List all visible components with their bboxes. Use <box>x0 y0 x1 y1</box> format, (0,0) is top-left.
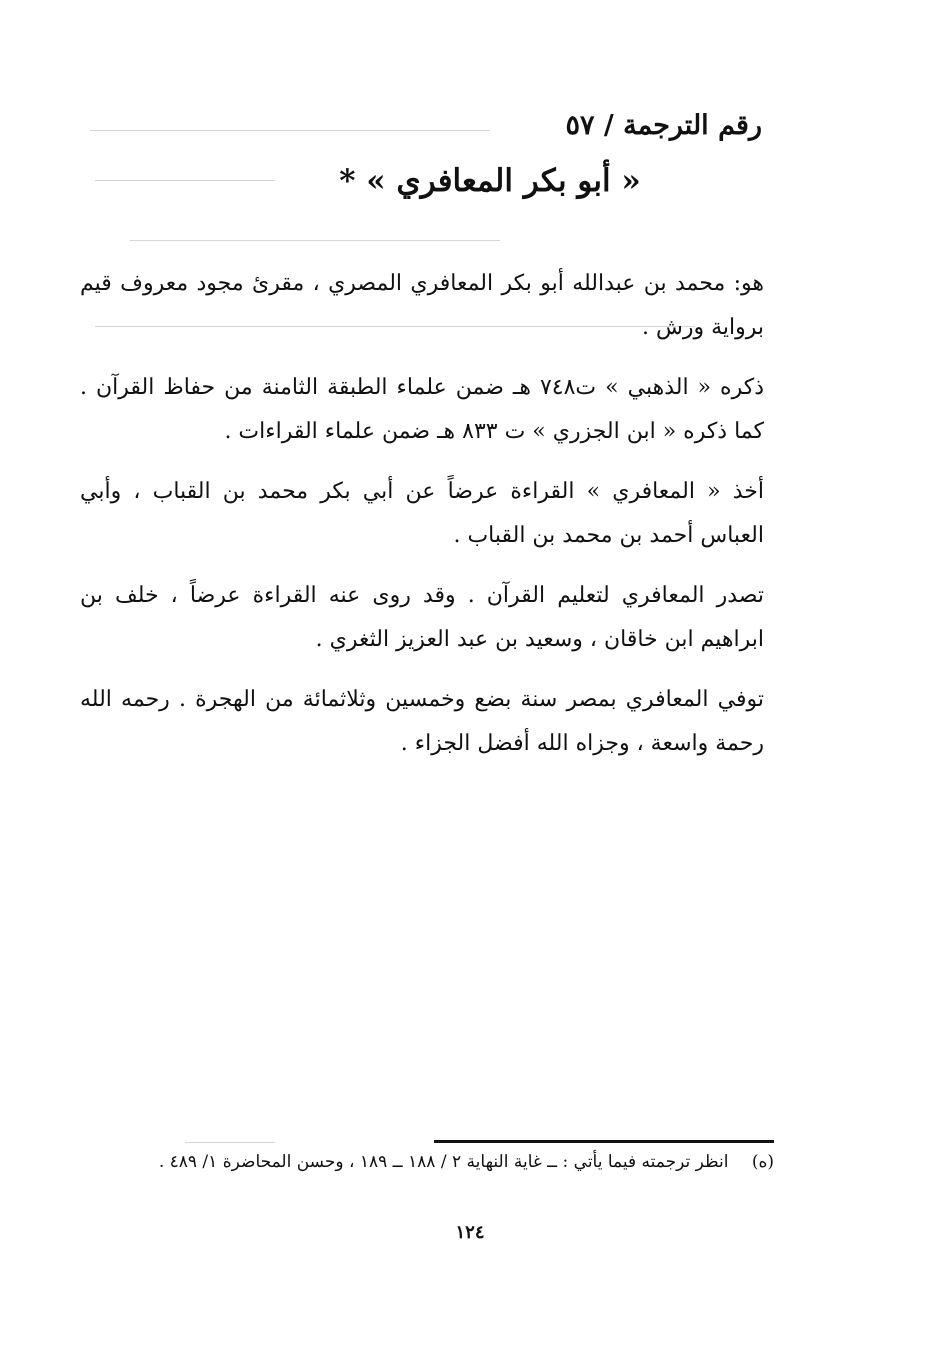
title-text: « أبو بكر المعافري » * <box>339 163 641 199</box>
footnote <box>159 1152 774 1172</box>
scan-noise <box>130 240 500 241</box>
scan-noise <box>90 130 490 131</box>
page-title <box>0 163 940 199</box>
paragraph-identity: هو: محمد بن عبدالله أبو بكر المعافري المصري ، مقرئ مجود معروف قيم برواية ورش . <box>80 271 764 340</box>
paragraph-students: تصدر المعافري لتعليم القرآن . وقد روى عنه القراءة عرضاً ، خلف بن ابراهيم ابن خاقان ، وسعيد بن عبد العزيز الثغري . <box>80 583 764 652</box>
page-number: ١٢٤ <box>455 1222 485 1243</box>
scan-noise <box>185 1142 275 1143</box>
footnote-text: انظر ترجمته فيما يأتي : ــ غاية النهاية ٢ / ١٨٨ ــ ١٨٩ ، وحسن المحاضرة ١/ ٤٨٩ . <box>158 1152 729 1172</box>
footnote-mark: (ه) <box>751 1152 774 1172</box>
paragraph-teachers: أخذ « المعافري » القراءة عرضاً عن أبي بكر محمد بن القباب ، وأبي العباس أحمد بن محمد بن القباب . <box>80 479 764 548</box>
paragraph-death: توفي المعافري بمصر سنة بضع وخمسين وثلاثمائة من الهجرة . رحمه الله رحمة واسعة ، وجزاه الله أفضل الجزاء . <box>80 687 764 756</box>
footnote-divider <box>434 1140 774 1143</box>
biography-body <box>80 262 764 782</box>
entry-number-header: رقم الترجمة / ٥٧ <box>565 110 762 141</box>
paragraph-mentions: ذكره « الذهبي » ت٧٤٨ هـ ضمن علماء الطبقة الثامنة من حفاظ القرآن . كما ذكره « ابن الجزري » ت ٨٣٣ هـ ضمن علماء القراءات . <box>80 375 764 444</box>
